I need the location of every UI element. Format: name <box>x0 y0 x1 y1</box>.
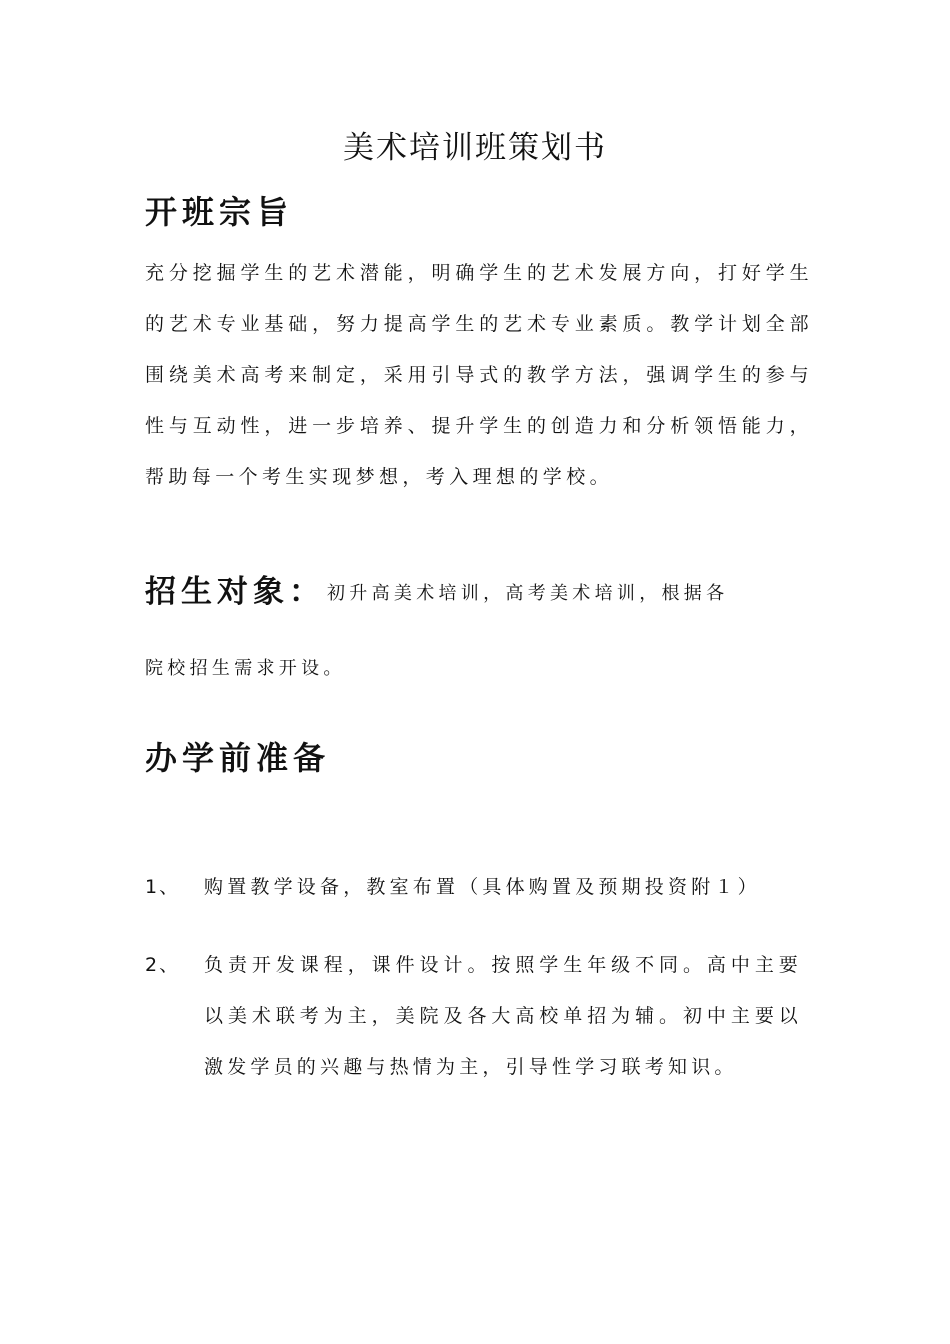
document-title: 美术培训班策划书 <box>343 130 607 166</box>
list-item-number: 1、 <box>145 876 181 898</box>
purpose-paragraph: 充分挖掘学生的艺术潜能，明确学生的艺术发展方向，打好学生的艺术专业基础，努力提高学生的艺术专业素质。教学计划全部围绕美术高考来制定，采用引导式的教学方法，强调学生的参与性与互动性，进一步培养、提升学生的创造力和分析领悟能力，帮助每一个考生实现梦想，考入理想的学校。 <box>145 262 813 488</box>
enrollment-text-line2: 院校招生需求开设。 <box>145 658 346 679</box>
enrollment-text-line1: 初升高美术培训，高考美术培训，根据各 <box>327 583 729 604</box>
list-item-number: 2、 <box>145 954 181 976</box>
section-heading-purpose: 开班宗旨 <box>145 193 294 231</box>
section-heading-preparation: 办学前准备 <box>145 739 331 777</box>
enrollment-line <box>145 560 825 616</box>
list-item-text: 购置教学设备，教室布置（具体购置及预期投资附１） <box>204 876 761 898</box>
section-heading-enrollment: 招生对象： <box>145 573 325 610</box>
enrollment-block <box>145 560 825 679</box>
list-item-text: 负责开发课程，课件设计。按照学生年级不同。高中主要以美术联考为主，美院及各大高校单招为辅。初中主要以激发学员的兴趣与热情为主，引导性学习联考知识。 <box>204 954 802 1078</box>
